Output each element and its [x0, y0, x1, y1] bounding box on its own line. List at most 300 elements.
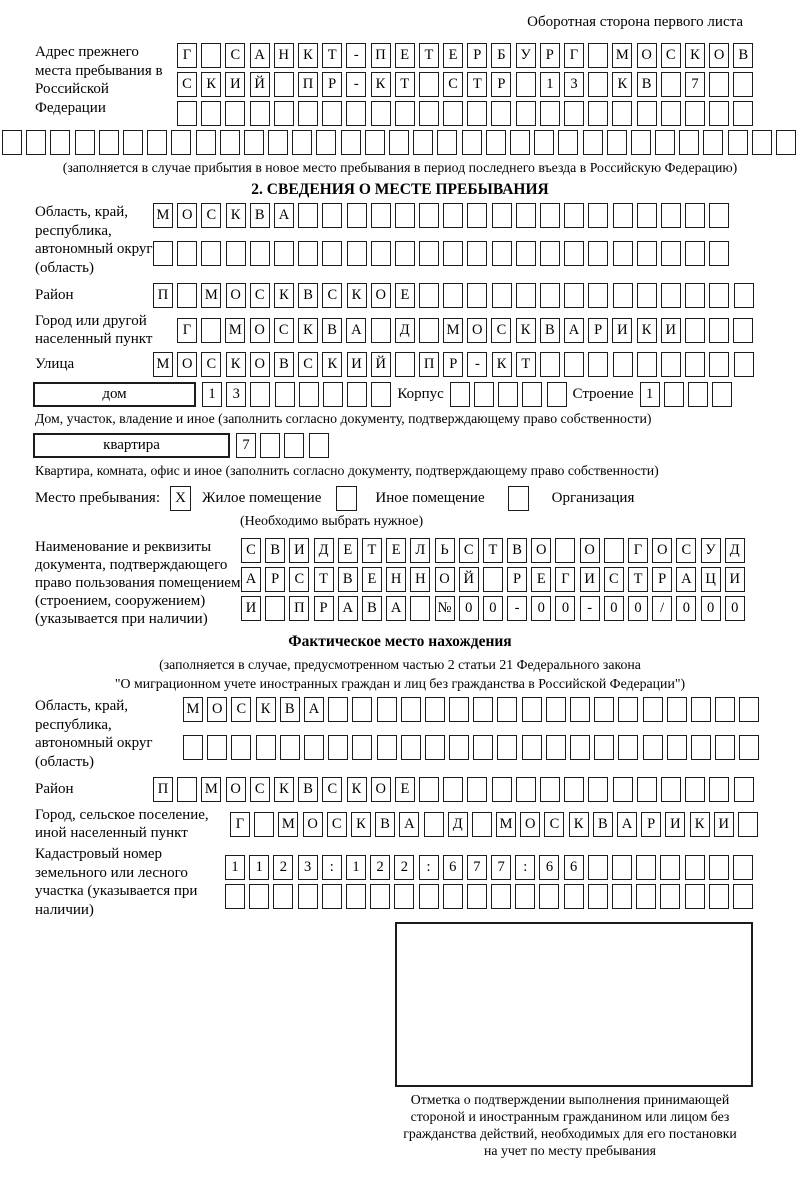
- char-cell: [256, 735, 276, 760]
- cadastre-row-2: [225, 884, 753, 909]
- char-cell: [280, 735, 300, 760]
- char-cell: Т: [516, 352, 536, 377]
- char-cell: [370, 884, 390, 909]
- char-cell: [685, 101, 705, 126]
- char-cell: [467, 203, 487, 228]
- char-cell: И: [241, 596, 261, 621]
- char-cell: [292, 130, 312, 155]
- char-cell: П: [289, 596, 309, 621]
- char-cell: [733, 72, 753, 97]
- char-cell: [540, 352, 560, 377]
- char-cell: 7: [467, 855, 487, 880]
- char-cell: [564, 777, 584, 802]
- char-cell: [394, 884, 414, 909]
- char-cell: [661, 72, 681, 97]
- char-cell: [419, 318, 439, 343]
- char-cell: И: [714, 812, 734, 837]
- char-cell: К: [201, 72, 221, 97]
- char-cell: С: [225, 43, 245, 68]
- stroenie-cells: [640, 382, 733, 407]
- char-cell: И: [347, 352, 367, 377]
- stamp-caption-line-1: Отметка о подтверждении выполнения принимающей: [410, 1092, 730, 1107]
- char-cell: О: [520, 812, 540, 837]
- char-cell: К: [298, 318, 318, 343]
- char-cell: Р: [588, 318, 608, 343]
- char-cell: В: [280, 697, 300, 722]
- char-cell: [739, 735, 759, 760]
- char-cell: [483, 567, 503, 592]
- char-cell: О: [580, 538, 600, 563]
- char-cell: [546, 697, 566, 722]
- dom-caption: Дом, участок, владение и иное (заполнить согласно документу, подтверждающему право собственности): [35, 411, 652, 426]
- char-cell: [734, 352, 754, 377]
- char-cell: [225, 101, 245, 126]
- char-cell: О: [226, 777, 246, 802]
- char-cell: [492, 203, 512, 228]
- char-cell: [522, 735, 542, 760]
- char-cell: [637, 101, 657, 126]
- char-cell: [2, 130, 22, 155]
- char-cell: А: [676, 567, 696, 592]
- char-cell: В: [637, 72, 657, 97]
- char-cell: О: [177, 352, 197, 377]
- char-cell: [299, 382, 319, 407]
- char-cell: О: [709, 43, 729, 68]
- char-cell: [377, 697, 397, 722]
- char-cell: :: [515, 855, 535, 880]
- place-type-label: Место пребывания:: [35, 490, 160, 506]
- char-cell: К: [347, 283, 367, 308]
- char-cell: [588, 241, 608, 266]
- char-cell: [540, 777, 560, 802]
- char-cell: [555, 538, 575, 563]
- char-cell: [588, 777, 608, 802]
- char-cell: [196, 130, 216, 155]
- char-cell: [498, 382, 518, 407]
- char-cell: [177, 101, 197, 126]
- char-cell: [250, 101, 270, 126]
- char-cell: -: [346, 72, 366, 97]
- char-cell: Т: [467, 72, 487, 97]
- char-cell: [365, 130, 385, 155]
- char-cell: И: [225, 72, 245, 97]
- char-cell: У: [516, 43, 536, 68]
- char-cell: [667, 697, 687, 722]
- char-cell: С: [274, 318, 294, 343]
- char-cell: [419, 101, 439, 126]
- char-cell: [201, 318, 221, 343]
- char-cell: [425, 735, 445, 760]
- char-cell: [613, 203, 633, 228]
- stamp-caption-line-4: на учет по месту пребывания: [484, 1143, 656, 1158]
- char-cell: Р: [443, 352, 463, 377]
- char-cell: 7: [685, 72, 705, 97]
- section2-ulitsa-block: [35, 352, 800, 377]
- char-cell: [177, 777, 197, 802]
- char-cell: 0: [555, 596, 575, 621]
- kvartira-box: квартира: [33, 433, 230, 458]
- char-cell: [491, 101, 511, 126]
- char-cell: М: [225, 318, 245, 343]
- prev-address-label: Адрес прежнего места пребывания в Российской Федерации: [35, 44, 163, 116]
- char-cell: [539, 884, 559, 909]
- char-cell: [613, 241, 633, 266]
- char-cell: [733, 101, 753, 126]
- char-cell: [449, 697, 469, 722]
- char-cell: А: [386, 596, 406, 621]
- char-cell: 6: [443, 855, 463, 880]
- char-cell: [50, 130, 70, 155]
- char-cell: Г: [555, 567, 575, 592]
- dom-box: дом: [33, 382, 196, 407]
- char-cell: [123, 130, 143, 155]
- char-cell: 1: [640, 382, 660, 407]
- char-cell: [183, 735, 203, 760]
- char-cell: [492, 283, 512, 308]
- char-cell: [588, 855, 608, 880]
- char-cell: [637, 203, 657, 228]
- char-cell: [323, 382, 343, 407]
- char-cell: К: [492, 352, 512, 377]
- char-cell: [26, 130, 46, 155]
- char-cell: 3: [564, 72, 584, 97]
- char-cell: [419, 283, 439, 308]
- char-cell: [395, 241, 415, 266]
- char-cell: [298, 884, 318, 909]
- char-cell: С: [491, 318, 511, 343]
- char-cell: 2: [394, 855, 414, 880]
- char-cell: 0: [483, 596, 503, 621]
- char-cell: [637, 241, 657, 266]
- char-cell: [564, 283, 584, 308]
- char-cell: [298, 203, 318, 228]
- char-cell: 1: [225, 855, 245, 880]
- char-cell: [201, 101, 221, 126]
- char-cell: [685, 777, 705, 802]
- char-cell: [472, 812, 492, 837]
- doc-row-3: [241, 596, 745, 621]
- char-cell: К: [256, 697, 276, 722]
- doc-block: [35, 538, 800, 628]
- char-cell: Т: [362, 538, 382, 563]
- char-cell: 0: [628, 596, 648, 621]
- char-cell: М: [278, 812, 298, 837]
- char-cell: [712, 382, 732, 407]
- char-cell: [522, 382, 542, 407]
- char-cell: [709, 241, 729, 266]
- char-cell: [516, 101, 536, 126]
- char-cell: [618, 697, 638, 722]
- char-cell: В: [338, 567, 358, 592]
- char-cell: [424, 812, 444, 837]
- char-cell: [733, 855, 753, 880]
- char-cell: [643, 735, 663, 760]
- char-cell: К: [226, 203, 246, 228]
- char-cell: [612, 884, 632, 909]
- char-cell: Р: [540, 43, 560, 68]
- char-cell: С: [201, 203, 221, 228]
- char-cell: С: [661, 43, 681, 68]
- char-cell: А: [617, 812, 637, 837]
- kvartira-cells: [236, 433, 329, 458]
- char-cell: П: [419, 352, 439, 377]
- char-cell: [709, 72, 729, 97]
- char-cell: [467, 884, 487, 909]
- char-cell: [728, 130, 748, 155]
- char-cell: А: [338, 596, 358, 621]
- oblast-label: Область, край, республика, автономный округ (область): [35, 204, 153, 276]
- char-cell: В: [298, 777, 318, 802]
- char-cell: [636, 884, 656, 909]
- char-cell: [655, 130, 675, 155]
- char-cell: [516, 777, 536, 802]
- char-cell: [274, 72, 294, 97]
- stamp-caption-line-3: гражданства действий, необходимых для его постановки: [403, 1126, 737, 1141]
- prev-address-row-3: [177, 101, 753, 126]
- char-cell: Н: [410, 567, 430, 592]
- char-cell: [660, 884, 680, 909]
- char-cell: [516, 283, 536, 308]
- char-cell: [643, 697, 663, 722]
- char-cell: К: [685, 43, 705, 68]
- char-cell: [443, 884, 463, 909]
- char-cell: [691, 697, 711, 722]
- char-cell: С: [231, 697, 251, 722]
- char-cell: [347, 203, 367, 228]
- stroenie-label: Строение: [572, 386, 634, 402]
- char-cell: [99, 130, 119, 155]
- char-cell: [685, 884, 705, 909]
- char-cell: А: [304, 697, 324, 722]
- char-cell: [492, 777, 512, 802]
- char-cell: М: [443, 318, 463, 343]
- char-cell: С: [241, 538, 261, 563]
- char-cell: [244, 130, 264, 155]
- char-cell: 6: [564, 855, 584, 880]
- korpus-label: Корпус: [397, 386, 444, 402]
- char-cell: И: [725, 567, 745, 592]
- char-cell: А: [564, 318, 584, 343]
- char-cell: И: [665, 812, 685, 837]
- option-zhiloe-label: Жилое помещение: [202, 490, 322, 506]
- char-cell: А: [274, 203, 294, 228]
- char-cell: [516, 241, 536, 266]
- section2-gorod-block: [35, 312, 800, 348]
- char-cell: Е: [395, 283, 415, 308]
- char-cell: [588, 884, 608, 909]
- char-cell: [346, 884, 366, 909]
- char-cell: С: [322, 283, 342, 308]
- char-cell: С: [250, 777, 270, 802]
- char-cell: [636, 855, 656, 880]
- char-cell: Д: [725, 538, 745, 563]
- char-cell: [685, 318, 705, 343]
- actual-gorod-label: Город, сельское поселение, иной населенный пункт: [35, 807, 209, 841]
- char-cell: [691, 735, 711, 760]
- char-cell: [449, 735, 469, 760]
- char-cell: 0: [676, 596, 696, 621]
- char-cell: [534, 130, 554, 155]
- char-cell: К: [516, 318, 536, 343]
- char-cell: [419, 777, 439, 802]
- char-cell: -: [346, 43, 366, 68]
- char-cell: [328, 735, 348, 760]
- char-cell: Г: [177, 318, 197, 343]
- char-cell: [298, 241, 318, 266]
- char-cell: 2: [273, 855, 293, 880]
- char-cell: Д: [395, 318, 415, 343]
- char-cell: [352, 697, 372, 722]
- place-type-hint: (Необходимо выбрать нужное): [240, 514, 424, 529]
- char-cell: О: [371, 283, 391, 308]
- char-cell: 7: [491, 855, 511, 880]
- char-cell: [389, 130, 409, 155]
- char-cell: [558, 130, 578, 155]
- char-cell: В: [362, 596, 382, 621]
- checkbox-zhiloe: X: [170, 486, 191, 511]
- doc-label: Наименование и реквизиты документа, подтверждающего право пользования помещением (строением, сооружением) (указывается при наличии): [35, 539, 241, 627]
- prev-address-row-4: [2, 130, 800, 155]
- char-cell: [473, 697, 493, 722]
- char-cell: [564, 352, 584, 377]
- char-cell: [225, 884, 245, 909]
- char-cell: Е: [443, 43, 463, 68]
- char-cell: Й: [371, 352, 391, 377]
- char-cell: [540, 101, 560, 126]
- cadastre-label: Кадастровый номер земельного или лесного участка (указывается при наличии): [35, 846, 198, 918]
- char-cell: Т: [419, 43, 439, 68]
- char-cell: [316, 130, 336, 155]
- char-cell: С: [604, 567, 624, 592]
- char-cell: [419, 884, 439, 909]
- char-cell: [260, 433, 280, 458]
- char-cell: [497, 697, 517, 722]
- char-cell: К: [274, 283, 294, 308]
- cadastre-row-1: [225, 855, 753, 880]
- char-cell: [588, 283, 608, 308]
- actual-rayon-block: [35, 777, 800, 802]
- char-cell: В: [322, 318, 342, 343]
- prev-address-block: [35, 43, 800, 126]
- char-cell: [284, 433, 304, 458]
- char-cell: [733, 318, 753, 343]
- char-cell: Т: [483, 538, 503, 563]
- char-cell: -: [580, 596, 600, 621]
- char-cell: [703, 130, 723, 155]
- char-cell: К: [322, 352, 342, 377]
- char-cell: Е: [386, 538, 406, 563]
- char-cell: [734, 283, 754, 308]
- char-cell: [401, 735, 421, 760]
- oblast-row-2: [153, 241, 729, 266]
- char-cell: 1: [202, 382, 222, 407]
- kvartira-caption: Квартира, комната, офис и иное (заполнить согласно документу, подтверждающему право собственности): [35, 463, 659, 478]
- char-cell: [570, 735, 590, 760]
- char-cell: [709, 203, 729, 228]
- char-cell: [546, 735, 566, 760]
- char-cell: [443, 101, 463, 126]
- char-cell: :: [419, 855, 439, 880]
- char-cell: С: [544, 812, 564, 837]
- char-cell: О: [435, 567, 455, 592]
- doc-row-1: [241, 538, 745, 563]
- char-cell: К: [351, 812, 371, 837]
- char-cell: [201, 43, 221, 68]
- kvartira-block: [33, 433, 800, 458]
- char-cell: [613, 283, 633, 308]
- char-cell: [715, 697, 735, 722]
- char-cell: [661, 241, 681, 266]
- char-cell: Ц: [701, 567, 721, 592]
- char-cell: [709, 777, 729, 802]
- char-cell: [304, 735, 324, 760]
- char-cell: [588, 72, 608, 97]
- checkbox-inoe: [336, 486, 357, 511]
- page-side-note: Оборотная сторона первого листа: [527, 14, 743, 30]
- char-cell: К: [347, 777, 367, 802]
- char-cell: [547, 382, 567, 407]
- char-cell: [346, 101, 366, 126]
- char-cell: О: [467, 318, 487, 343]
- char-cell: [685, 283, 705, 308]
- char-cell: [201, 241, 221, 266]
- char-cell: И: [289, 538, 309, 563]
- char-cell: К: [274, 777, 294, 802]
- char-cell: №: [435, 596, 455, 621]
- char-cell: В: [733, 43, 753, 68]
- char-cell: М: [496, 812, 516, 837]
- char-cell: [516, 203, 536, 228]
- char-cell: [540, 203, 560, 228]
- char-cell: Е: [531, 567, 551, 592]
- char-cell: П: [371, 43, 391, 68]
- char-cell: [467, 777, 487, 802]
- dom-block: [33, 382, 800, 407]
- char-cell: 7: [236, 433, 256, 458]
- char-cell: К: [612, 72, 632, 97]
- char-cell: [443, 777, 463, 802]
- char-cell: [612, 101, 632, 126]
- char-cell: [752, 130, 772, 155]
- char-cell: [607, 130, 627, 155]
- char-cell: Д: [314, 538, 334, 563]
- char-cell: [667, 735, 687, 760]
- char-cell: 6: [539, 855, 559, 880]
- char-cell: 0: [604, 596, 624, 621]
- char-cell: К: [371, 72, 391, 97]
- char-cell: [410, 596, 430, 621]
- char-cell: [274, 101, 294, 126]
- char-cell: [515, 884, 535, 909]
- char-cell: Ь: [435, 538, 455, 563]
- char-cell: Г: [564, 43, 584, 68]
- char-cell: О: [177, 203, 197, 228]
- char-cell: В: [265, 538, 285, 563]
- stamp-box: [395, 922, 753, 1087]
- char-cell: [177, 241, 197, 266]
- char-cell: Е: [395, 43, 415, 68]
- option-inoe-label: Иное помещение: [375, 490, 485, 506]
- char-cell: К: [569, 812, 589, 837]
- char-cell: [594, 735, 614, 760]
- char-cell: Р: [322, 72, 342, 97]
- char-cell: [637, 283, 657, 308]
- char-cell: [491, 884, 511, 909]
- char-cell: [443, 203, 463, 228]
- char-cell: [564, 101, 584, 126]
- section2-oblast-block: [35, 203, 800, 277]
- char-cell: [516, 72, 536, 97]
